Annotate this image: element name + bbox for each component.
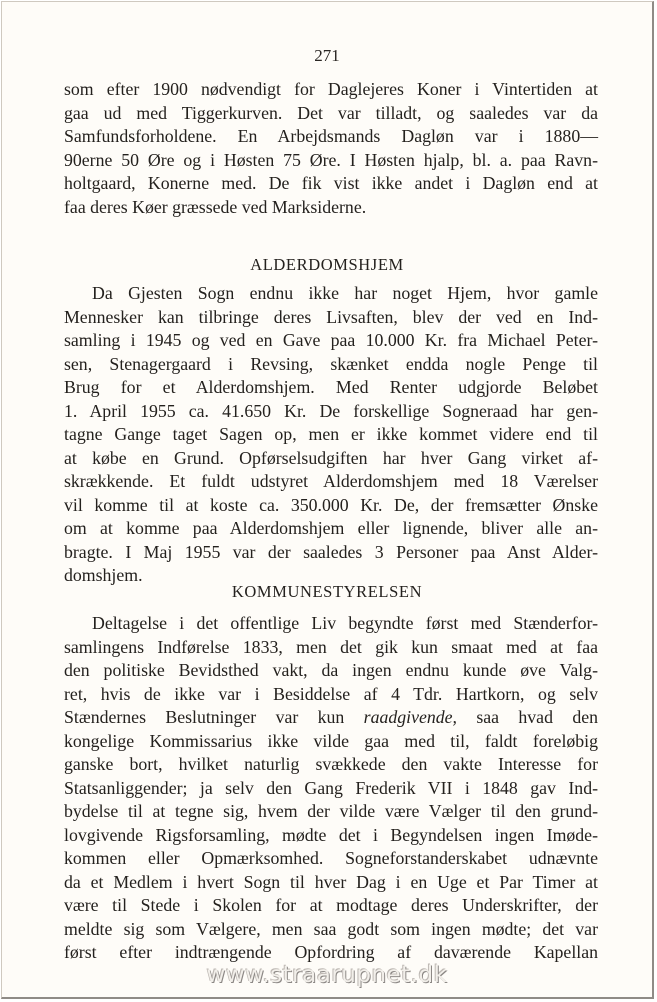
- text-line: da et Medlem i hvert Sogn til hver Dag i en Uge et Par Timer at: [64, 871, 598, 892]
- text-line: sen, Stenagergaard i Revsing, skænket endda nogle Penge til: [64, 353, 598, 374]
- text-line: at købe en Grund. Opførselsudgiften har hver Gang virket af-: [64, 447, 598, 468]
- text-line: meldte sig som Vælgere, men saa godt som ingen mødte; det var: [64, 918, 598, 939]
- text-line: faa deres Køer græssede ved Marksiderne.: [64, 196, 367, 217]
- text-line: Statsanliggender; ja selv den Gang Frederik VII i 1848 gav Ind-: [64, 777, 598, 798]
- text-line: lovgivende Rigsforsamling, mødte det i Begyndelsen ingen Imøde-: [64, 824, 598, 845]
- paragraph-2: [64, 282, 598, 588]
- text-line: domshjem.: [64, 565, 143, 585]
- document-page: [1, 1, 654, 999]
- text-line: tagne Gange taget Sagen op, men er ikke kommet videre end til: [64, 424, 598, 444]
- paragraph-3: [64, 612, 598, 965]
- text-line: Brug for et Alderdomshjem. Med Renter udgjorde Beløbet: [64, 377, 598, 397]
- paragraph-1: [64, 78, 598, 219]
- text-line: 1. April 1955 ca. 41.650 Kr. De forskellige Sogneraad har gen-: [64, 400, 598, 421]
- text-line: først efter indtrængende Opfordring af daværende Kapellan: [64, 942, 598, 962]
- text-line: kongelige Kommissarius ikke vilde gaa med til, faldt foreløbig: [64, 730, 598, 751]
- section-heading-kommunestyrelsen: KOMMUNESTYRELSEN: [231, 582, 423, 601]
- text-line: vil komme til at koste ca. 350.000 Kr. De, der fremsætter Ønske: [64, 494, 598, 515]
- text-line: kommen eller Opmærksomhed. Sogneforstanderskabet udnævnte: [64, 848, 598, 868]
- text-line: holtgaard, Konerne med. De fik vist ikke andet i Dagløn end at: [64, 173, 598, 193]
- text-line: være til Stede i Skolen for at modtage deres Underskrifter, der: [64, 895, 598, 915]
- text-line: Deltagelse i det offentlige Liv begyndte først med Stænderfor-: [92, 613, 598, 633]
- text-line: [64, 706, 598, 730]
- page-number: 271: [314, 46, 340, 65]
- text-run: Stændernes Beslutninger var kun: [64, 707, 364, 727]
- text-line: ret, hvis de ikke var i Besiddelse af 4 Tdr. Hartkorn, og selv: [64, 683, 598, 704]
- italic-text-run: raadgivende,: [363, 707, 457, 727]
- text-line: Samfundsforholdene. En Arbejdsmands Dagløn var i 1880—: [64, 126, 598, 146]
- text-line: Mennesker kan tilbringe deres Livsaften, blev der ved en Ind-: [64, 306, 598, 327]
- text-line: den politiske Bevidsthed vakt, da ingen endnu kunde øve Valg-: [64, 660, 598, 680]
- text-line: skrækkende. Et fuldt udstyret Alderdomshjem med 18 Værelser: [64, 471, 598, 491]
- text-line: gaa ud med Tiggerkurven. Det var tilladt, og saaledes var da: [64, 102, 598, 123]
- text-run: saa hvad den: [456, 707, 598, 727]
- text-line: ganske bort, hvilket naturlig svækkede den vakte Interesse for: [64, 754, 598, 774]
- text-line: bydelse til at tegne sig, hvem der vilde være Vælger til den grund-: [64, 801, 598, 821]
- text-line: samling i 1945 og ved en Gave paa 10.000 Kr. fra Michael Peter-: [64, 330, 598, 350]
- text-line: samlingens Indførelse 1833, men det gik kun smaat med at faa: [64, 636, 598, 657]
- text-line: Da Gjesten Sogn endnu ikke har noget Hjem, hvor gamle: [92, 283, 598, 303]
- text-line: bragte. I Maj 1955 var der saaledes 3 Personer paa Anst Alder-: [64, 541, 598, 562]
- text-line: 90erne 50 Øre og i Høsten 75 Øre. I Høsten hjalp, bl. a. paa Ravn-: [64, 149, 598, 170]
- text-line: om at komme paa Alderdomshjem eller lignende, bliver alle an-: [64, 518, 598, 538]
- watermark: www.straarupnet.dk: [206, 962, 448, 988]
- section-heading-alderdomshjem: ALDERDOMSHJEM: [250, 255, 404, 274]
- text-line: som efter 1900 nødvendigt for Daglejeres Koner i Vintertiden at: [64, 79, 598, 99]
